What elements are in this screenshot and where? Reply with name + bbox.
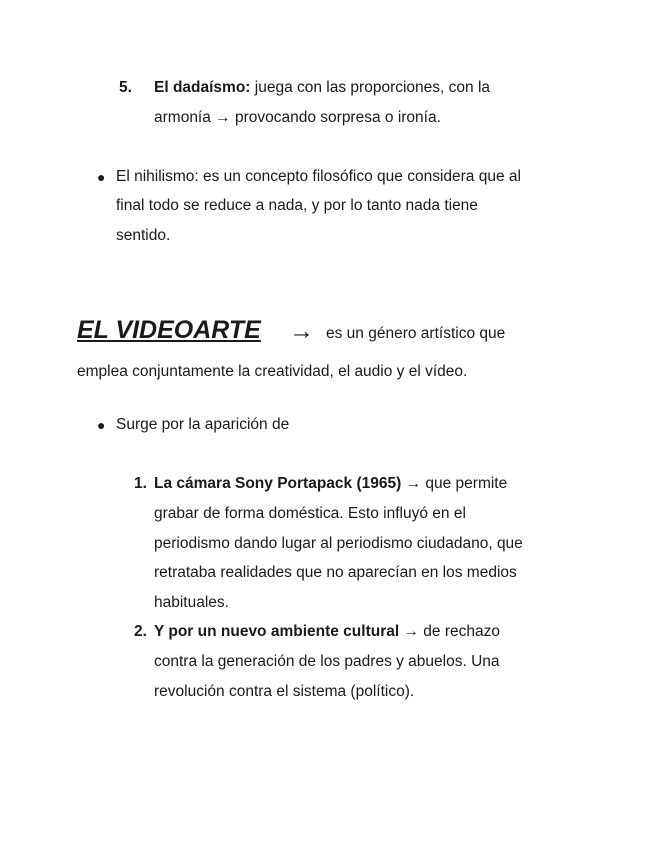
portapack-line-5: habituales.	[154, 594, 229, 611]
bullet-icon: ●	[97, 417, 106, 433]
portapack-line-4: retrataba realidades que no aparecían en los medios	[154, 564, 517, 581]
videoarte-definition-line-2: emplea conjuntamente la creatividad, el audio y el vídeo.	[77, 363, 468, 380]
list-item-ambiente-cultural	[154, 622, 500, 642]
ambiente-cultural-text: → de rechazo	[399, 623, 500, 640]
dadaismo-line-2: armonía → provocando sorpresa o ironía.	[154, 109, 441, 126]
portapack-text: → que permite	[401, 475, 508, 492]
ambiente-cultural-line-2: contra la generación de los padres y abuelos. Una	[154, 653, 500, 670]
term-dadaismo: El dadaísmo:	[154, 79, 251, 96]
surge-text: Surge por la aparición de	[116, 416, 290, 433]
portapack-line-3: periodismo dando lugar al periodismo ciudadano, que	[154, 535, 523, 552]
list-number: 2.	[134, 623, 147, 640]
term-ambiente-cultural: Y por un nuevo ambiente cultural	[154, 623, 400, 640]
list-item-dadaismo	[154, 78, 490, 98]
list-number: 1.	[134, 475, 147, 492]
videoarte-definition-line-1: es un género artístico que	[326, 325, 506, 342]
nihilismo-line-3: sentido.	[116, 227, 171, 244]
dadaismo-text: juega con las proporciones, con la	[250, 79, 491, 96]
arrow-icon: →	[289, 317, 314, 345]
section-heading-videoarte: EL VIDEOARTE	[77, 316, 261, 344]
list-item-portapack	[154, 474, 507, 494]
term-portapack: La cámara Sony Portapack (1965)	[154, 475, 402, 492]
nihilismo-line-1: El nihilismo: es un concepto filosófico que considera que al	[116, 168, 521, 185]
bullet-icon: ●	[97, 169, 106, 185]
portapack-line-2: grabar de forma doméstica. Esto influyó en el	[154, 505, 466, 522]
ambiente-cultural-line-3: revolución contra el sistema (político).	[154, 683, 415, 700]
list-number: 5.	[119, 79, 132, 96]
nihilismo-line-2: final todo se reduce a nada, y por lo tanto nada tiene	[116, 197, 478, 214]
